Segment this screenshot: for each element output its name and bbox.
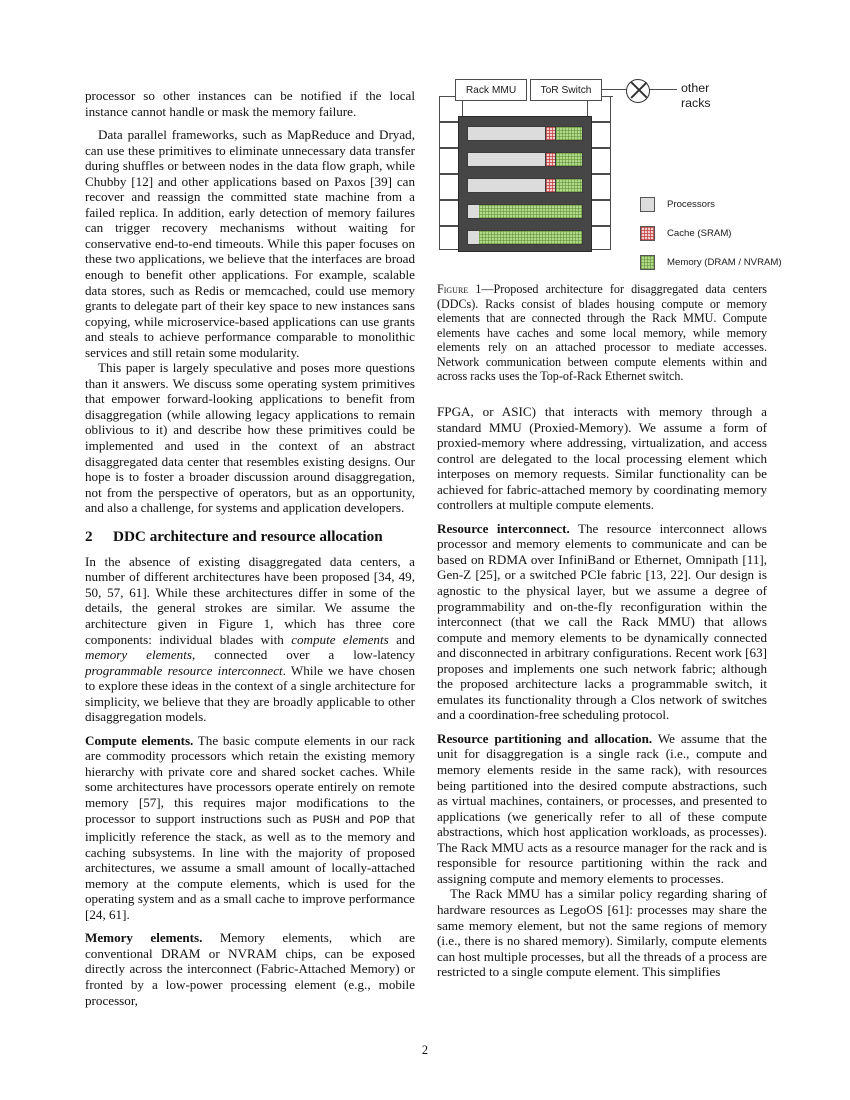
section-spacer-bottom (85, 546, 415, 554)
runin-memory-elements: Memory elements. (85, 930, 203, 946)
section-spacer-top (85, 516, 415, 527)
rack-mmu-label: Rack MMU (465, 84, 517, 96)
paragraph-rack-mmu-policy: The Rack MMU has a similar policy regarding sharing of hardware resources as LegoOS [61]: processes may share the same memory element, but not the same regions of memory (i.e., there is no shared memory). Similarly, compute elements can host multiple processes, but all the threads of a process are restricted to a single compute element. This simplifies (437, 886, 767, 980)
other-racks-label (681, 81, 711, 111)
memory-text: Memory elements, which are conventional DRAM or NVRAM chips, can be exposed directly across the interconnect (Fabric-Attached Memory) or fronted by a low-power processing element (e.g., mobile processor, (85, 930, 415, 1008)
runin-resource-interconnect: Resource interconnect. (437, 520, 570, 536)
page-number: 2 (421, 1043, 429, 1057)
figure-caption (437, 282, 767, 384)
legend-item-processors (640, 192, 782, 216)
blade-1-processor-segment (468, 127, 545, 140)
paragraph-spacer-2 (85, 725, 415, 733)
paragraph-resource-interconnect (437, 521, 767, 723)
paragraph-memory-elements (85, 930, 415, 1008)
figure-caption-dash: — (481, 282, 494, 296)
legend-item-cache (640, 221, 782, 245)
runin-compute-elements: Compute elements. (85, 732, 194, 748)
compute-text-b: and (339, 810, 370, 826)
blade-3-processor-segment (468, 179, 545, 192)
legend-label-processors: Processors (667, 198, 715, 210)
resource-interconnect-text: The resource interconnect allows processor and memory elements to communicate and can be based on RDMA over InfiniBand or Ethernet, Omnipath [11], Gen-Z [25], or a switched PCIe fabric [13, 22]. Our design is agnostic to the physical layer, but we assume a degree of programmability and on-the-fly reconfiguration within the interconnect (that we call the Rack MMU) that allows compute and memory elements to be dynamically connected and disconnected in arbitrary configurations. Recent work [63] proposes and implements one such network fabric; although the proposed architecture lacks a programmable switch, it emulates its functionality through a Clos network of switches and a coordination-free scheduling protocol. (437, 520, 767, 723)
blade-3-memory-segment (556, 179, 582, 192)
right-spacer-2 (437, 723, 767, 731)
paragraph-compute-elements (85, 733, 415, 923)
section-title: DDC architecture and resource allocation (113, 527, 383, 545)
arch-text-a: In the absence of existing disaggregated data centers, a number of different architectures have been proposed [34, 49, 50, 57, 61]. While these architectures differ in some of the details, the general strokes are similar. We assume the architecture given in Figure 1, which has three core components: individual blades with (85, 553, 415, 647)
blade-2-processor-segment (468, 153, 545, 166)
runin-resource-partitioning: Resource partitioning and allocation. (437, 730, 653, 746)
paragraph-spacer-3 (85, 922, 415, 930)
figure-legend (640, 192, 782, 279)
left-text-column (85, 88, 415, 1008)
instruction-pop: POP (369, 814, 391, 827)
term-memory-elements: memory elements (85, 647, 192, 663)
tor-switch-label: ToR Switch (540, 84, 592, 96)
figure-caption-tag: Figure 1 (437, 282, 482, 296)
right-spacer-1 (437, 513, 767, 521)
legend-label-cache: Cache (SRAM) (667, 227, 732, 239)
other-racks-line-2: racks (681, 96, 711, 110)
blade-1-cache-segment (545, 127, 556, 140)
figure-artwork (437, 78, 782, 268)
paragraph-architecture-overview (85, 554, 415, 725)
blade-3-cache-segment (545, 179, 556, 192)
instruction-push: PUSH (312, 814, 340, 827)
paragraph-continuation: processor so other instances can be notified if the local instance cannot handle or mask the memory failure. (85, 88, 415, 119)
blade-4-processor-segment (468, 205, 479, 218)
blade-5-memory-segment (479, 231, 582, 244)
right-text-column (437, 404, 767, 980)
paragraph-resource-partitioning (437, 731, 767, 886)
paragraph-spacer (85, 119, 415, 127)
blade-compute-2 (467, 152, 583, 167)
cache-swatch (640, 226, 655, 241)
blade-compute-1 (467, 126, 583, 141)
tor-switch-box[interactable] (530, 79, 602, 101)
paragraph-data-parallel: Data parallel frameworks, such as MapReduce and Dryad, can use these primitives to eliminate unnecessary data transfer during shuffles or between nodes in the data flow graph, while Chubby [12] and other applications based on Paxos [39] can recover and reassign the committed state machine from a failed replica. In addition, early detection of memory failures can trigger recovery mechanisms without waiting for conservative end-to-end timeouts. While this paper focuses on these two applications, we believe that the interfaces are broad enough to benefit other applications. For example, scalable data stores, such as Redis or memcached, could use memory grants to delegate part of their key space to new instances sans copying, while microservice-based applications can use grants and steals to achieve performance comparable to monolithic services and still retain some modularity. (85, 127, 415, 360)
blade-memory-1 (467, 204, 583, 219)
figure-caption-text: Proposed architecture for disaggregated data centers (DDCs). Racks consist of blades housing compute or memory elements that are connected through the Rack MMU. Compute elements have caches and some local memory, while memory elements rely on an attached processor to mediate accesses. Network communication between compute elements within and across racks uses the Top-of-Rack Ethernet switch. (437, 282, 767, 383)
section-number: 2 (85, 527, 93, 545)
term-compute-elements: compute elements (291, 631, 389, 647)
compute-text-c: that implicitly reference the stack, as well as to the memory and caching subsystems. In line with the majority of proposed architectures, we assume a small amount of locally-attached memory at the compute elements, which is used for the operating system and as a small cache to improve performance [24, 61]. (85, 810, 415, 922)
other-racks-line-1: other (681, 81, 710, 95)
figure-1 (437, 78, 782, 384)
memory-swatch (640, 255, 655, 270)
rack-mmu-box[interactable] (455, 79, 527, 101)
term-resource-interconnect: programmable resource interconnect (85, 662, 283, 678)
paragraph-fpga-asic: FPGA, or ASIC) that interacts with memory through a standard MMU (Proxied-Memory). We assume a form of proxied-memory where addressing, virtualization, and access control are delegated to the local processing element which interposes on memory requests. Similar functionality can be achieved for fabric-attached memory by coordinating memory controllers at multiple compute elements. (437, 404, 767, 513)
arch-text-c: , connected over a low-latency (191, 647, 415, 663)
node-to-other-racks-wire (649, 89, 677, 90)
processors-swatch (640, 197, 655, 212)
blade-4-memory-segment (479, 205, 582, 218)
arch-text-b: and (388, 631, 415, 647)
blade-compute-3 (467, 178, 583, 193)
paragraph-speculative: This paper is largely speculative and poses more questions than it answers. We discuss some operating system primitives that empower forward-looking applications to benefit from disaggregation (while allowing legacy applications to remain oblivious to it) and describe how these primitives could be implemented and used in the context of an abstract disaggregated data center that resembles existing designs. Our hope is to foster a broader discussion around disaggregation, not from the perspective of operators, but as an opportunity, and also a challenge, for systems and application developers. (85, 360, 415, 516)
legend-item-memory (640, 250, 782, 274)
blade-2-cache-segment (545, 153, 556, 166)
blade-1-memory-segment (556, 127, 582, 140)
crossed-circle-icon (626, 79, 650, 103)
blade-2-memory-segment (556, 153, 582, 166)
blade-memory-2 (467, 230, 583, 245)
arch-text-d: . While we have chosen to explore these ideas in the context of a single architecture for simplicity, we believe that they are broadly applicable to other disaggregation models. (85, 662, 415, 725)
blade-5-processor-segment (468, 231, 479, 244)
legend-label-memory: Memory (DRAM / NVRAM) (667, 256, 782, 268)
resource-partitioning-text: We assume that the unit for disaggregation is a single rack (i.e., compute and memory elements reside in the same rack), with resources being partitioned into the desired compute abstractions, such as virtual machines, containers, or processes, and presented to applications (we generically refer to all of these compute abstractions, which host application workloads, as processes). The Rack MMU acts as a resource manager for the rack and is responsible for resource partitioning within the rack and assigning compute and memory elements to processes. (437, 730, 767, 886)
compute-text-a: The basic compute elements in our rack are commodity processors which retain the existing memory hierarchy with private core and shared socket caches. While some architectures have processors operate entirely on remote memory [57], this requires major modifications to the processor to support instructions such as (85, 732, 416, 826)
section-heading (85, 527, 415, 546)
